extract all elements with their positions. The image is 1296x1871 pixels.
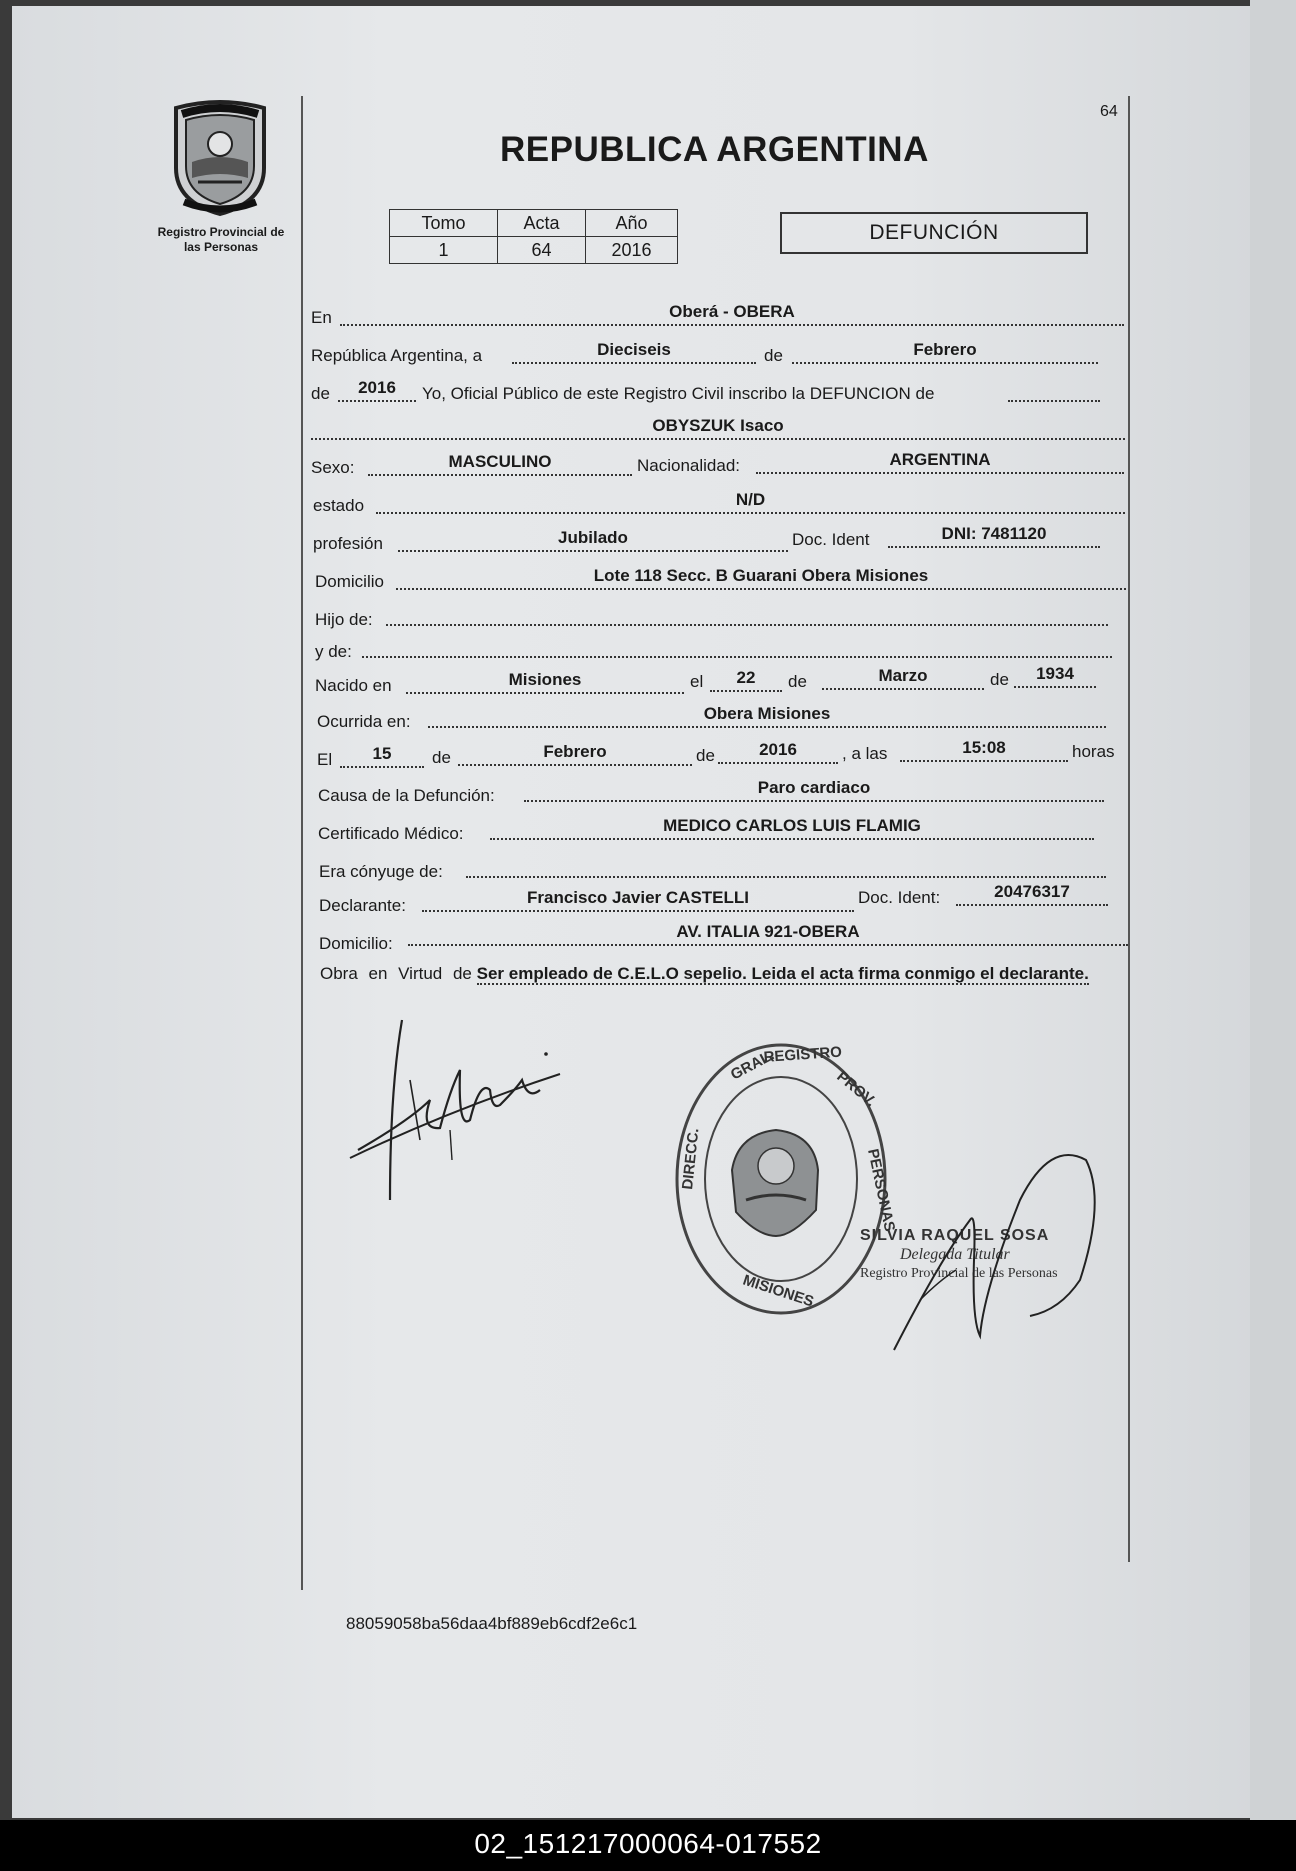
- svg-text:REGISTRO: REGISTRO: [763, 1043, 843, 1066]
- obra-paragraph: [320, 960, 1128, 987]
- declarante-label: Declarante:: [319, 896, 406, 915]
- dia-texto-field: Dieciseis: [512, 340, 756, 364]
- table-value-acta: 64: [498, 237, 586, 264]
- inscribo-blank: [1008, 378, 1100, 402]
- lugar-field: Oberá - OBERA: [340, 302, 1124, 326]
- doc-field: DNI: 7481120: [888, 524, 1100, 548]
- declarant-signature: [350, 1010, 570, 1210]
- table-value-anio: 2016: [586, 237, 678, 264]
- official-signature: [880, 1140, 1110, 1360]
- ocurrida-field: Obera Misiones: [428, 704, 1106, 728]
- de-label-6: de: [696, 746, 715, 765]
- page-number: 64: [1100, 103, 1118, 120]
- domicilio2-field: AV. ITALIA 921-OBERA: [408, 922, 1128, 946]
- svg-text:PROV.: PROV.: [833, 1068, 880, 1111]
- def-anio-field: 2016: [718, 740, 838, 764]
- domicilio2-label: Domicilio:: [319, 934, 393, 953]
- de-label-2: de: [311, 384, 330, 403]
- table-value-tomo: 1: [390, 237, 498, 264]
- horas-label: horas: [1072, 742, 1115, 761]
- document-page: [12, 6, 1280, 1818]
- y-de-label: y de:: [315, 642, 352, 661]
- certificado-label: Certificado Médico:: [318, 824, 464, 843]
- nacido-lugar-field: Misiones: [406, 670, 684, 694]
- hijo-field: [386, 602, 1108, 626]
- record-type-box: DEFUNCIÓN: [780, 212, 1088, 254]
- page-edge: [1250, 0, 1296, 1820]
- domicilio-field: Lote 118 Secc. B Guarani Obera Misiones: [396, 566, 1126, 590]
- official-office: Registro Provincial de las Personas: [860, 1266, 1058, 1281]
- tomo-acta-anio-table: [389, 209, 678, 264]
- nac-anio-field: 1934: [1014, 664, 1096, 688]
- profesion-label: profesión: [313, 534, 383, 553]
- en-label: En: [311, 308, 332, 327]
- de-label-3: de: [788, 672, 807, 691]
- nacionalidad-field: ARGENTINA: [756, 450, 1124, 474]
- conyuge-field: [466, 854, 1106, 878]
- el2-label: El: [317, 750, 333, 769]
- ocurrida-label: Ocurrida en:: [317, 712, 411, 731]
- estado-field: N/D: [376, 490, 1125, 514]
- profesion-field: Jubilado: [398, 528, 788, 552]
- obra-label: Obra en Virtud de: [320, 964, 472, 983]
- inscribo-text: Yo, Oficial Público de este Registro Civil inscribo la DEFUNCION de: [422, 384, 935, 403]
- doc2-field: 20476317: [956, 882, 1108, 906]
- svg-text:DIRECC.: DIRECC.: [679, 1127, 703, 1191]
- registry-label-line1: Registro Provincial de: [157, 225, 285, 239]
- registry-seal-icon: [672, 1040, 899, 1318]
- official-name: SILVIA RAQUEL SOSA: [860, 1227, 1050, 1244]
- el-label: el: [690, 672, 704, 691]
- estado-label: estado: [313, 496, 365, 515]
- sexo-label: Sexo:: [311, 458, 355, 477]
- de-label-5: de: [432, 748, 451, 767]
- nac-mes-field: Marzo: [822, 666, 984, 690]
- nac-dia-field: 22: [710, 668, 782, 692]
- right-margin-rule: [1128, 96, 1130, 1562]
- registry-label-line2: las Personas: [183, 240, 259, 254]
- svg-text:GRAL.: GRAL.: [727, 1046, 778, 1084]
- conyuge-label: Era cónyuge de:: [319, 862, 443, 881]
- domicilio-label: Domicilio: [315, 572, 384, 591]
- nombre-field: OBYSZUK Isaco: [311, 416, 1125, 440]
- certificado-field: MEDICO CARLOS LUIS FLAMIG: [490, 816, 1094, 840]
- nacionalidad-label: Nacionalidad:: [637, 456, 741, 475]
- causa-label: Causa de la Defunción:: [318, 786, 495, 805]
- document-hash: 88059058ba56daa4bf889eb6cdf2e6c1: [346, 1614, 638, 1633]
- table-header-anio: Año: [586, 210, 678, 237]
- de-label-1: de: [764, 346, 783, 365]
- declarante-field: Francisco Javier CASTELLI: [422, 888, 854, 912]
- registry-label: [146, 225, 296, 255]
- republica-label: República Argentina, a: [311, 346, 483, 365]
- svg-text:PERSONAS: PERSONAS: [864, 1147, 899, 1234]
- table-header-acta: Acta: [498, 210, 586, 237]
- doc2-label: Doc. Ident:: [858, 888, 941, 907]
- hora-field: 15:08: [900, 738, 1068, 762]
- province-emblem-icon: [168, 98, 272, 218]
- def-dia-field: 15: [340, 744, 424, 768]
- obra-text: Ser empleado de C.E.L.O sepelio. Leida el acta firma conmigo el declarante.: [476, 964, 1089, 983]
- sexo-field: MASCULINO: [368, 452, 632, 476]
- de-label-4: de: [990, 670, 1009, 689]
- anio-field: 2016: [338, 378, 416, 402]
- country-title: REPUBLICA ARGENTINA: [500, 130, 929, 169]
- alas-label: , a las: [842, 744, 888, 763]
- left-margin-rule: [301, 96, 303, 1590]
- causa-field: Paro cardiaco: [524, 778, 1104, 802]
- mes-texto-field: Febrero: [792, 340, 1098, 364]
- doc-label: Doc. Ident: [792, 530, 870, 549]
- document-code: 02_151217000064-017552: [474, 1828, 822, 1859]
- table-header-tomo: Tomo: [390, 210, 498, 237]
- def-mes-field: Febrero: [458, 742, 692, 766]
- nacido-label: Nacido en: [315, 676, 392, 695]
- official-role: Delegada Titular: [900, 1246, 1010, 1263]
- hijo-label: Hijo de:: [315, 610, 373, 629]
- svg-text:MISIONES: MISIONES: [740, 1271, 816, 1311]
- y-de-field: [362, 634, 1112, 658]
